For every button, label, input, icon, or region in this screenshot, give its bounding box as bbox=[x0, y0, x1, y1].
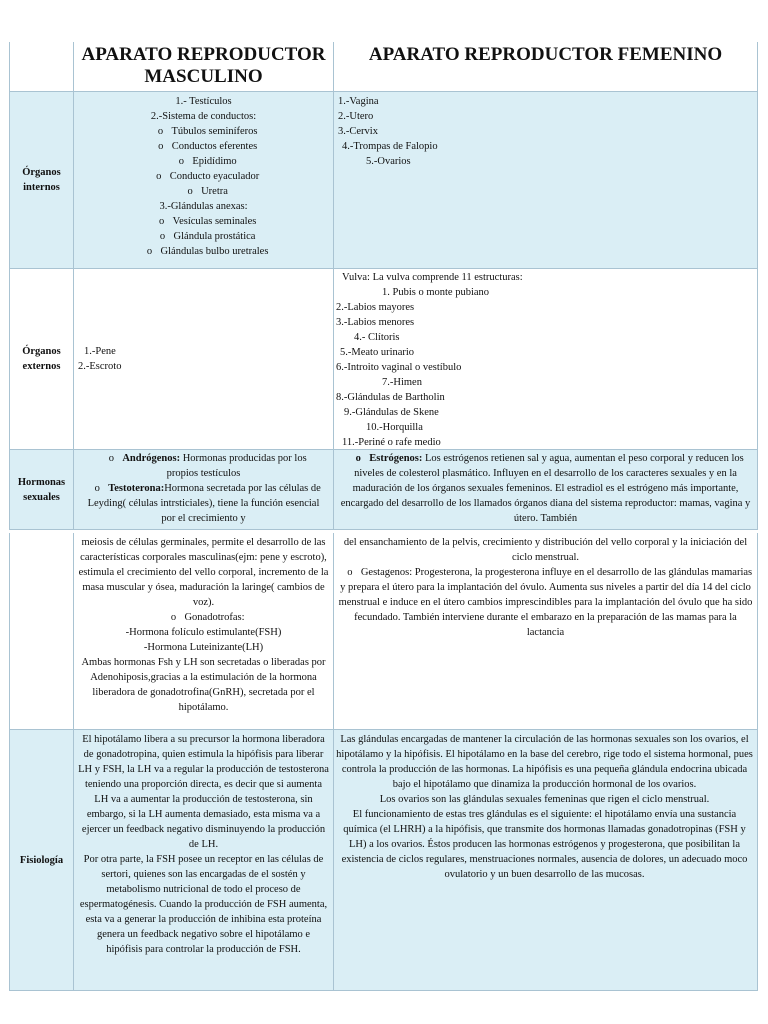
bullet-icon: o bbox=[146, 246, 153, 257]
row-hormonas-sexuales bbox=[9, 450, 758, 530]
list-item: 3.-Cervix bbox=[338, 126, 378, 137]
list-item bbox=[74, 214, 333, 229]
fisiologia-masculino-p2: Por otra parte, la FSH posee un receptor en las células de sertori, quienes son las encargadas de el sostén y metabolismo nutricional de todo el proceso de espermatogénesis. Cuando la producción de FSH aumenta, esta va a generar la producción de inhibina esta proteína genera un feedback negativo sobre el hipotálamo e hipófisis para controlar la producción de FSH. bbox=[79, 854, 328, 955]
internos-masculino-list bbox=[73, 92, 333, 268]
fisiologia-femenino bbox=[333, 730, 758, 990]
list-item bbox=[74, 94, 333, 109]
list-item: 4.-Trompas de Falopio bbox=[342, 141, 438, 152]
label-organos-internos: Órganos internos bbox=[9, 92, 73, 268]
header-row bbox=[9, 42, 758, 92]
androgenos-item bbox=[84, 451, 323, 481]
hormonas-masculino-part2 bbox=[73, 533, 333, 729]
estrogenos-title: Estrógenos: bbox=[369, 453, 423, 464]
testosterona-continuation: meiosis de células germinales, permite el desarrollo de las características corporales masculinas(ejm: pene y escroto), estimula el crecimiento del vello corporal, incremento de la masa muscular y ósea, maduración la laringe( cambios de voz). bbox=[78, 537, 329, 608]
list-item-text: Vesículas seminales bbox=[172, 216, 257, 227]
bullet-icon: o bbox=[159, 216, 165, 227]
list-item: 10.-Horquilla bbox=[366, 422, 423, 433]
testosterona-item bbox=[84, 481, 323, 526]
lh-item: -Hormona Luteinizante(LH) bbox=[143, 642, 264, 653]
list-item: 7.-Himen bbox=[382, 377, 422, 388]
list-item-text: Glándula prostática bbox=[173, 231, 256, 242]
list-item: 9.-Glándulas de Skene bbox=[344, 407, 439, 418]
bullet-icon: o bbox=[108, 453, 114, 464]
bullet-icon: o bbox=[187, 186, 193, 197]
gestagenos-item bbox=[338, 565, 753, 640]
list-item: 5.-Ovarios bbox=[366, 156, 411, 167]
fsh-item: -Hormona folículo estimulante(FSH) bbox=[125, 627, 282, 638]
label-hormonas-sexuales: Hormonas sexuales bbox=[9, 450, 73, 529]
gestagenos-text: Gestagenos: Progesterona, la progesterona influye en el desarrollo de las glándulas mamarias y prepara el útero para la implantación del óvulo. Aumenta sus niveles a partir del día 14 del ciclo menstrual e induce en el útero cambios imprescindibles para la implantación del óvulo que ha sido fecundado. También interviene durante el embarazo en la preparación de las mamas para la lactancia bbox=[338, 567, 753, 638]
list-item-text: 3.-Glándulas anexas: bbox=[159, 201, 248, 212]
list-item: 2.-Labios mayores bbox=[336, 302, 415, 313]
bullet-icon: o bbox=[178, 156, 184, 167]
estrogenos-text: Los estrógenos retienen sal y agua, aumentan el peso corporal y reducen los niveles de colesterol plasmático. Influyen en el desarrollo de los caracteres sexuales y en la maduración de los órganos sexuales femeninos. El estradiol es el estrógeno más importante, encargado del desarrollo de los llamados órganos diana del sistema reproductor: mamas, vagina y útero. También bbox=[340, 453, 751, 524]
row-fisiologia bbox=[9, 730, 758, 991]
ambas-hormonas-text: Ambas hormonas Fsh y LH son secretadas o liberadas por Adenohiposis,gracias a la estimulación de la hormona liberadora de gonadotrofina(GnRH), secretada por el hipotálamo. bbox=[81, 657, 326, 713]
header-femenino: APARATO REPRODUCTOR FEMENINO bbox=[333, 42, 758, 91]
list-item bbox=[74, 184, 333, 199]
label-organos-externos: Órganos externos bbox=[9, 269, 73, 449]
list-item: 2.-Utero bbox=[338, 111, 374, 122]
bullet-icon: o bbox=[158, 141, 164, 152]
gonadotrofas-title: Gonadotrofas: bbox=[184, 612, 245, 623]
androgenos-title: Andrógenos: bbox=[122, 453, 181, 464]
list-item: 6.-Introito vaginal o vestíbulo bbox=[336, 362, 462, 373]
label-empty-cell bbox=[9, 533, 73, 729]
list-item-text: Epidídimo bbox=[192, 156, 237, 167]
bullet-icon: o bbox=[170, 612, 177, 623]
fisiologia-femenino-p1: Las glándulas encargadas de mantener la circulación de las hormonas sexuales son los ovarios, el hipotálamo y la hipófisis. El hipotálamo en la base del cerebro, rige todo el sistema hormonal, pues controla la producción de las hormonas. La hipófisis es una pequeña glándula endocrina ubicada bajo el hipotálamo que dinamiza la producción hormonal de los ovarios. bbox=[336, 734, 753, 790]
list-item: 3.-Labios menores bbox=[336, 317, 415, 328]
bullet-icon: o bbox=[159, 231, 166, 242]
list-item: 11.-Periné o rafe medio bbox=[342, 437, 441, 448]
list-item-text: Conductos eferentes bbox=[171, 141, 258, 152]
list-item-text: Conducto eyaculador bbox=[169, 171, 260, 182]
list-item bbox=[74, 139, 333, 154]
header-masculino: APARATO REPRODUCTOR MASCULINO bbox=[73, 42, 333, 91]
bullet-icon: o bbox=[157, 126, 164, 137]
list-item-text: Túbulos seminíferos bbox=[171, 126, 258, 137]
list-item-text: 1.- Testículos bbox=[175, 96, 232, 107]
list-item: 8.-Glándulas de Bartholin bbox=[336, 392, 445, 403]
list-item bbox=[74, 154, 333, 169]
list-item bbox=[74, 199, 333, 214]
list-item: 4.- Clítoris bbox=[354, 332, 400, 343]
row-organos-externos bbox=[9, 269, 758, 450]
list-item-text: 2.-Sistema de conductos: bbox=[150, 111, 257, 122]
list-item bbox=[74, 229, 333, 244]
row-hormonas-continuation bbox=[9, 533, 758, 730]
internos-femenino-list bbox=[333, 92, 758, 268]
gonadotrofas-item bbox=[78, 610, 329, 625]
externos-masculino-list bbox=[73, 269, 333, 449]
estrogenos-continuation: del ensanchamiento de la pelvis, crecimiento y distribución del vello corporal y la iniciación del ciclo menstrual. bbox=[343, 537, 748, 563]
bullet-icon: o bbox=[156, 171, 162, 182]
list-item-text: Uretra bbox=[201, 186, 228, 197]
list-item: 1.-Pene bbox=[84, 346, 116, 357]
androgenos-text: Hormonas producidas por los propios testículos bbox=[166, 453, 307, 479]
list-item: Vulva: La vulva comprende 11 estructuras: bbox=[342, 272, 523, 283]
externos-femenino-list bbox=[333, 269, 758, 449]
list-item: 5.-Meato urinario bbox=[340, 347, 415, 358]
testosterona-title: Testoterona: bbox=[108, 483, 165, 494]
list-item bbox=[74, 244, 333, 259]
testosterona-text: Hormona secretada por las células de Leyding( células intrsticiales), tiene la función esencial por el crecimiento y bbox=[87, 483, 321, 524]
fisiologia-masculino bbox=[73, 730, 333, 990]
label-fisiologia: Fisiología bbox=[9, 730, 73, 990]
fisiologia-masculino-p1: El hipotálamo libera a su precursor la hormona liberadora de gonadotropina, quien estimula la hipófisis para liberar LH y FSH, la LH va a regular la producción de testosterona teniendo una proporción directa, es decir que si aumenta LH va a aumentar la producción de testosterona, sin embargo, si la LH aumenta demasiado, esta misma va a ejercer un feedback negativo disminuyendo la producción de LH. bbox=[78, 734, 329, 850]
list-item bbox=[74, 124, 333, 139]
bullet-icon: o bbox=[355, 453, 361, 464]
hormonas-femenino-part2 bbox=[333, 533, 758, 729]
list-item: 1. Pubis o monte pubiano bbox=[382, 287, 490, 298]
list-item bbox=[74, 169, 333, 184]
header-empty-cell bbox=[9, 42, 73, 91]
list-item bbox=[74, 109, 333, 124]
bullet-icon: o bbox=[94, 483, 100, 494]
list-item: 2.-Escroto bbox=[78, 361, 122, 372]
hormonas-femenino-part1 bbox=[333, 450, 758, 529]
fisiologia-femenino-p2: Los ovarios son las glándulas sexuales femeninas que rigen el ciclo menstrual. bbox=[379, 794, 710, 805]
bullet-icon: o bbox=[347, 567, 353, 578]
list-item: 1.-Vagina bbox=[338, 96, 379, 107]
row-organos-internos bbox=[9, 92, 758, 269]
hormonas-masculino-part1 bbox=[73, 450, 333, 529]
list-item-text: Glándulas bulbo uretrales bbox=[160, 246, 269, 257]
fisiologia-femenino-p3: El funcionamiento de estas tres glándulas es el siguiente: el hipotálamo envía una sustancia química (el LHRH) a la hipófisis, que transmite dos hormonas llamadas gonadotropinas (FSH y LH) a los ovarios. Éstos producen las hormonas estrógenos y progesterona, que posibilitan la existencia de ciclos regulares, menstruaciones normales, ausencia de dolores, un adecuado moco ovulatorio y un buen desarrollo de las mucosas. bbox=[341, 809, 748, 880]
